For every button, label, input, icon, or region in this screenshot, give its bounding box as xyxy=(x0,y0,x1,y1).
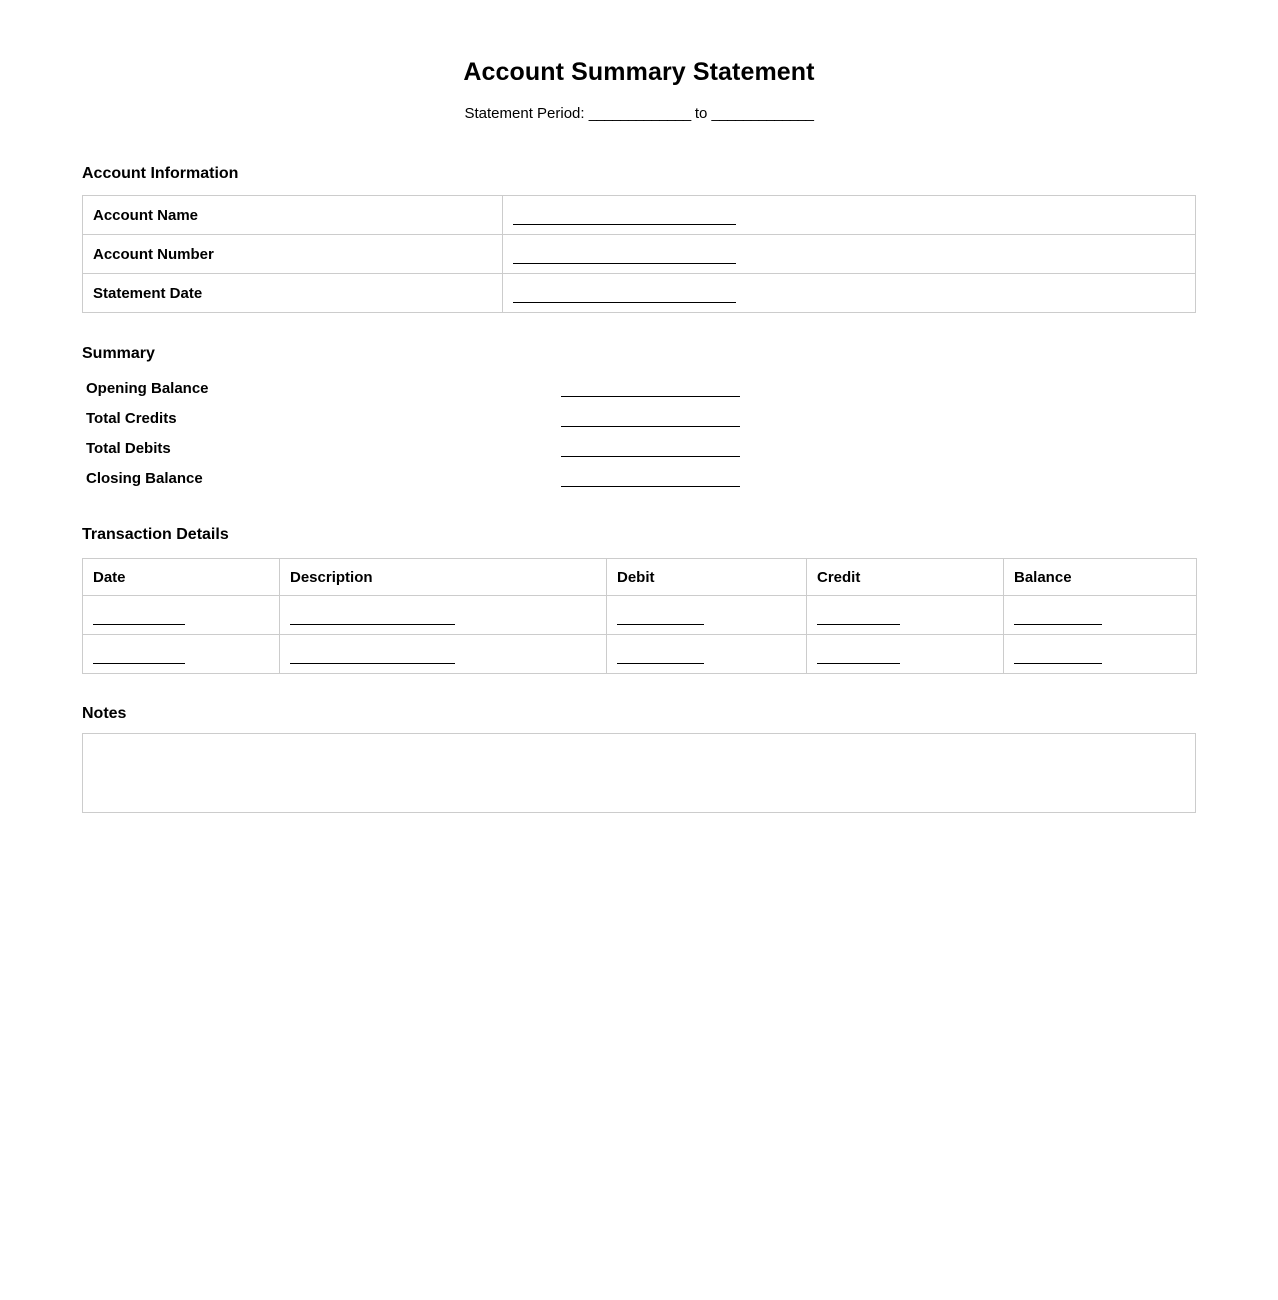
fill-in-line xyxy=(817,624,900,625)
fill-in-line xyxy=(513,263,736,264)
fill-in-line xyxy=(513,302,736,303)
column-header-balance: Balance xyxy=(1004,559,1197,596)
account-information-table xyxy=(82,195,1196,313)
account-name-label: Account Name xyxy=(83,196,503,235)
table-row xyxy=(83,196,1196,235)
transaction-details-heading: Transaction Details xyxy=(82,526,229,543)
summary-heading: Summary xyxy=(82,345,155,362)
table-row xyxy=(83,274,1196,313)
fill-in-line xyxy=(1014,663,1102,664)
fill-in-line xyxy=(817,663,900,664)
transaction-balance-field[interactable] xyxy=(1004,596,1197,635)
column-header-description: Description xyxy=(280,559,607,596)
statement-period-to-blank[interactable]: _____________ xyxy=(711,105,814,122)
total-debits-label: Total Debits xyxy=(86,440,171,457)
transaction-balance-field[interactable] xyxy=(1004,635,1197,674)
fill-in-line xyxy=(93,624,185,625)
fill-in-line xyxy=(1014,624,1102,625)
fill-in-line xyxy=(513,224,736,225)
closing-balance-label: Closing Balance xyxy=(86,470,203,487)
list-item xyxy=(0,409,1278,439)
transaction-debit-field[interactable] xyxy=(607,635,807,674)
summary-list xyxy=(0,379,1278,499)
total-credits-label: Total Credits xyxy=(86,410,177,427)
account-information-heading: Account Information xyxy=(82,165,239,182)
opening-balance-field[interactable] xyxy=(561,396,740,397)
transaction-debit-field[interactable] xyxy=(607,596,807,635)
column-header-debit: Debit xyxy=(607,559,807,596)
column-header-date: Date xyxy=(83,559,280,596)
table-row xyxy=(83,235,1196,274)
notes-heading: Notes xyxy=(82,705,127,722)
column-header-credit: Credit xyxy=(807,559,1004,596)
statement-period-from-blank[interactable]: _____________ xyxy=(588,105,691,122)
account-name-field[interactable] xyxy=(503,196,1196,235)
table-row xyxy=(83,635,1197,674)
closing-balance-field[interactable] xyxy=(561,486,740,487)
opening-balance-label: Opening Balance xyxy=(86,380,209,397)
fill-in-line xyxy=(93,663,185,664)
page-title: Account Summary Statement xyxy=(463,58,815,86)
transaction-date-field[interactable] xyxy=(83,635,280,674)
transaction-credit-field[interactable] xyxy=(807,596,1004,635)
statement-period-label: Statement Period: xyxy=(464,105,585,122)
transaction-description-field[interactable] xyxy=(280,635,607,674)
statement-date-label: Statement Date xyxy=(83,274,503,313)
total-credits-field[interactable] xyxy=(561,426,740,427)
notes-textarea[interactable] xyxy=(82,733,1196,813)
list-item xyxy=(0,379,1278,409)
transaction-date-field[interactable] xyxy=(83,596,280,635)
transaction-credit-field[interactable] xyxy=(807,635,1004,674)
fill-in-line xyxy=(290,663,455,664)
account-number-label: Account Number xyxy=(83,235,503,274)
statement-period-line xyxy=(0,87,1278,122)
statement-date-field[interactable] xyxy=(503,274,1196,313)
transaction-details-table xyxy=(82,558,1197,674)
total-debits-field[interactable] xyxy=(561,456,740,457)
fill-in-line xyxy=(617,624,704,625)
list-item xyxy=(0,439,1278,469)
table-header-row xyxy=(83,559,1197,596)
fill-in-line xyxy=(290,624,455,625)
table-row xyxy=(83,596,1197,635)
account-number-field[interactable] xyxy=(503,235,1196,274)
statement-period-separator: to xyxy=(694,105,708,122)
transaction-description-field[interactable] xyxy=(280,596,607,635)
list-item xyxy=(0,469,1278,499)
fill-in-line xyxy=(617,663,704,664)
